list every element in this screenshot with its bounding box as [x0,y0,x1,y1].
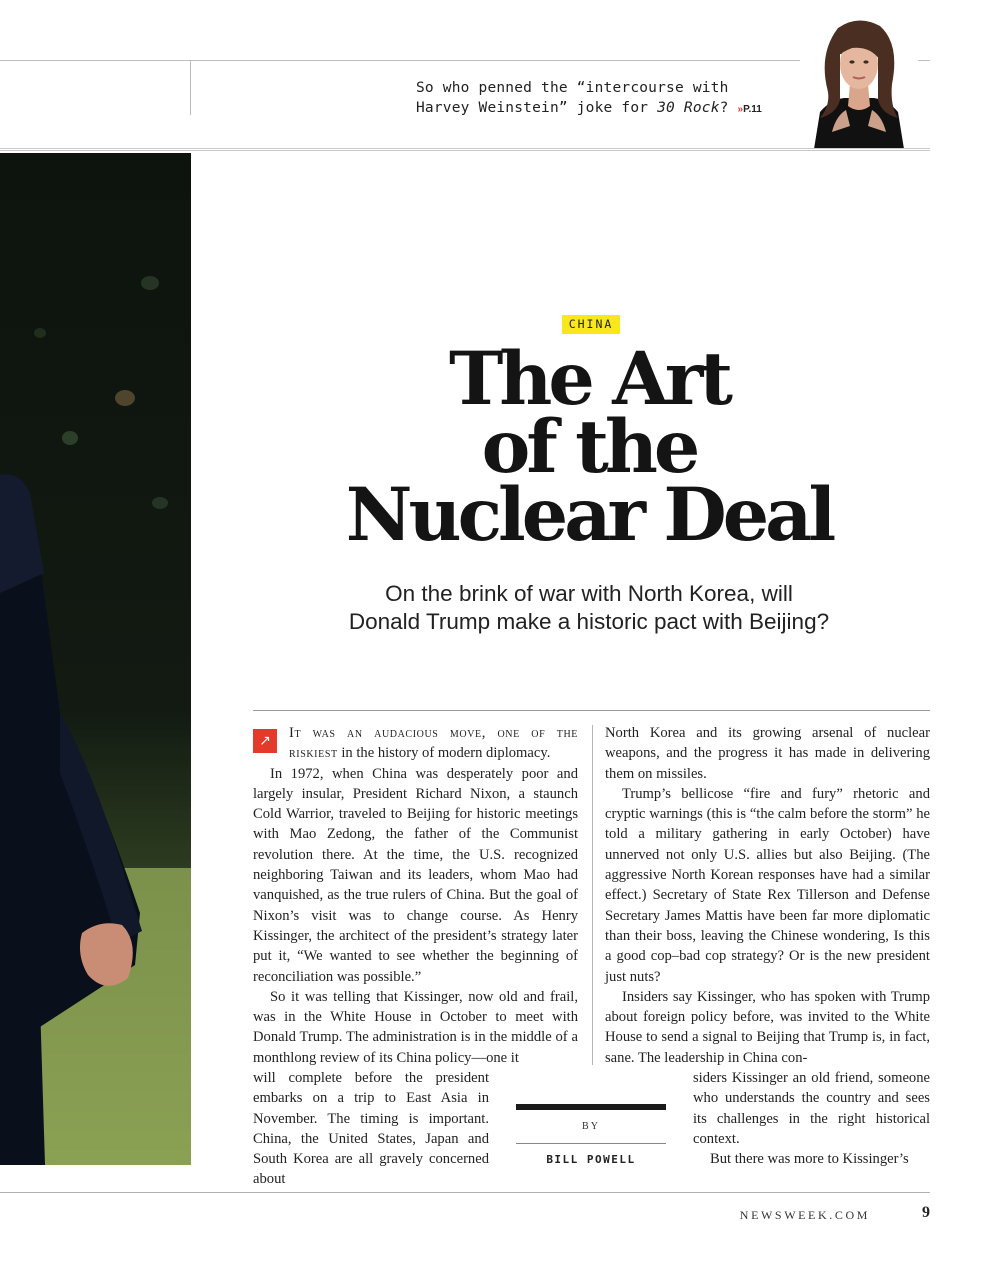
teaser-portrait-photo [800,14,918,149]
section-kicker: CHINA [562,315,620,334]
deck-line-1: On the brink of war with North Korea, will [385,581,793,606]
article-column-1-continued [253,1068,489,1190]
headline-line-3: Nuclear Deal [345,472,833,558]
lead-in: It was an audacious move, one of the riskiest [289,725,578,762]
headline-line-1: The Art [448,336,730,422]
byline-rule [516,1143,666,1144]
header-rule [0,60,930,61]
article-rule [253,710,930,711]
footer-rule [0,1192,930,1193]
teaser-line-2: Harvey Weinstein” joke for 30 Rock? »P.11 [416,100,762,116]
paragraph-6-continued: siders Kissinger an old friend, someone who understands the country and sees its challenges in the right historical context. [693,1070,930,1147]
byline-author[interactable]: BILL POWELL [546,1153,636,1166]
teaser-line-1: So who penned the “intercourse with [416,80,729,96]
paragraph-4: North Korea and its growing arsenal of nuclear weapons, and the progress it has made in delivering them on missiles. [605,725,930,782]
teaser-text[interactable] [416,78,796,120]
byline-label: BY [582,1121,600,1132]
paragraph-3-continued: will complete before the president embarks on a trip to East Asia in November. The timing is important. China, the United States, Japan and South Korea are all gravely concerned about [253,1070,489,1188]
paragraph-6: Insiders say Kissinger, who has spoken with Trump about foreign policy before, was invited to the White House to send a signal to Beijing that Trump is, in fact, sane. The leadership in China con- [605,988,930,1066]
footer-site[interactable]: NEWSWEEK.COM [739,1208,870,1222]
header-double-rule [0,148,930,151]
headline-line-2: of the [481,404,697,490]
page-number: 9 [922,1204,930,1221]
paragraph-2: In 1972, when China was desperately poor and largely insular, President Richard Nixon, a staunch Cold Warrior, traveled to Beijing for historic meetings with Mao Zedong, the father of the Communist revolution there. At the time, the U.S. recognized neighboring Taiwan and its leaders, whom Mao had vanquished, as the true rulers of China. But the goal of Nixon’s visit was to change course. As Henry Kissinger, the architect of the president’s strategy later put it, “We wanted to see whether the beginning of reconciliation was possible.” [253,765,578,985]
arrow-link-icon[interactable]: ↗ [253,729,277,753]
cover-photo-strip [0,153,191,1165]
arrow-icon: » [737,104,744,115]
paragraph-3: So it was telling that Kissinger, now old and frail, was in the White House in October to meet with Donald Trump. The administration is in the middle of a monthlong review of its China policy—one it [253,988,578,1066]
article-headline [300,336,878,558]
article-column-2 [605,723,930,1068]
header-divider [190,61,191,115]
article-deck [300,580,878,636]
paragraph-5: Trump’s bellicose “fire and fury” rhetoric and cryptic warnings (this is “the calm before the storm” he told a military gathering in early October) have unnerved not only U.S. allies but also Beijing. (The aggressive North Korean responses have had a similar effect.) Secretary of State Rex Tillerson and Defense Secretary James Mattis have been far more diplomatic than their boss, leaving the Chinese wondering, Is this a good cop–bad cop strategy? Or is the new president just nuts? [605,785,930,985]
deck-line-2: Donald Trump make a historic pact with Beijing? [348,609,830,634]
teaser-page-ref[interactable]: »P.11 [737,104,762,115]
paragraph-1: ↗ It was an audacious move, one of the riskiest in the history of modern diplomacy. [253,723,578,764]
column-divider [592,725,593,1065]
paragraph-7: But there was more to Kissinger’s [710,1151,909,1168]
byline-bar [516,1104,666,1110]
article-column-2-continued [693,1068,930,1169]
article-column-1 [253,723,578,1068]
